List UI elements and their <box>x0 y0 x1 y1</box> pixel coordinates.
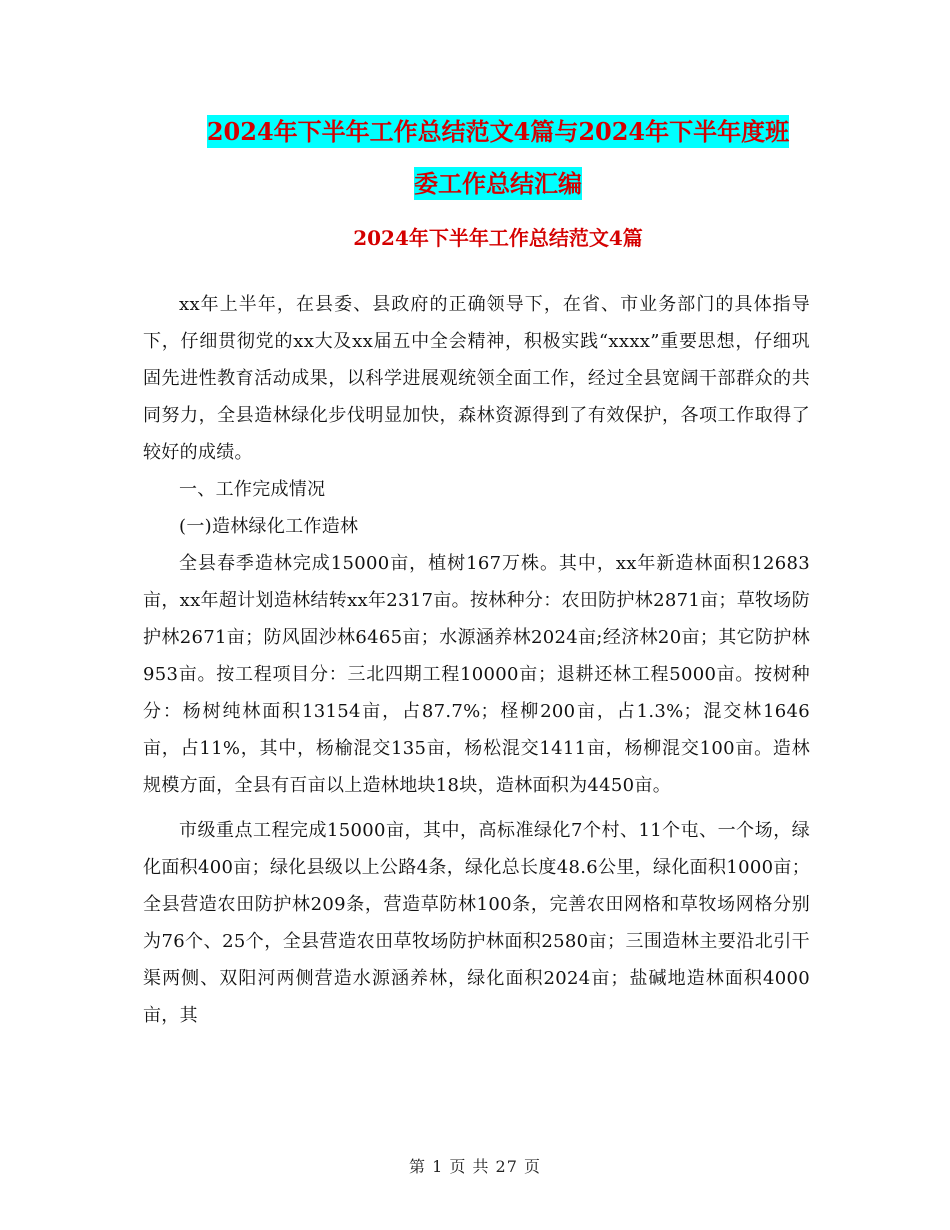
document-title-line2: 委工作总结汇编 <box>414 169 582 198</box>
document-body <box>143 286 810 1034</box>
heading-work-completion: 一、工作完成情况 <box>179 479 326 500</box>
section-title: 2024年下半年工作总结范文4篇 <box>353 226 643 250</box>
document-title-line1: 2024年下半年工作总结范文4篇与2024年下半年度班 <box>206 117 790 146</box>
subheading-afforestation: (一)造林绿化工作造林 <box>179 516 359 537</box>
document-title <box>140 106 856 210</box>
paragraph-intro: xx年上半年，在县委、县政府的正确领导下，在省、市业务部门的具体指导下，仔细贯彻党的xx大及xx届五中全会精神，积极实践“xxxx”重要思想，仔细巩固先进性教育活动成果，以科学进展观统领全面工作，经过全县宽阔干部群众的共同努力，全县造林绿化步伐明显加快，森林资源得到了有效保护，各项工作取得了较好的成绩。 <box>143 294 810 463</box>
paragraph-key-projects: 市级重点工程完成15000亩，其中，高标准绿化7个村、11个屯、一个场，绿化面积400亩；绿化县级以上公路4条，绿化总长度48.6公里，绿化面积1000亩；全县营造农田防护林209条，营造草防林100条，完善农田网格和草牧场网格分别为76个、25个，全县营造农田草牧场防护林面积2580亩；三围造林主要沿北引干渠两侧、双阳河两侧营造水源涵养林，绿化面积2024亩；盐碱地造林面积4000亩，其 <box>143 820 810 1026</box>
paragraph-spring-afforestation: 全县春季造林完成15000亩，植树167万株。其中，xx年新造林面积12683亩，xx年超计划造林结转xx年2317亩。按林种分：农田防护林2871亩；草牧场防护林2671亩；防风固沙林6465亩；水源涵养林2024亩;经济林20亩；其它防护林953亩。按工程项目分：三北四期工程10000亩；退耕还林工程5000亩。按树种分：杨树纯林面积13154亩，占87.7%；柽柳200亩，占1.3%；混交林1646亩，占11%，其中，杨榆混交135亩，杨松混交1411亩，杨柳混交100亩。造林规模方面，全县有百亩以上造林地块18块，造林面积为4450亩。 <box>143 553 810 796</box>
page-footer: 第 1 页 共 27 页 <box>409 1157 541 1176</box>
